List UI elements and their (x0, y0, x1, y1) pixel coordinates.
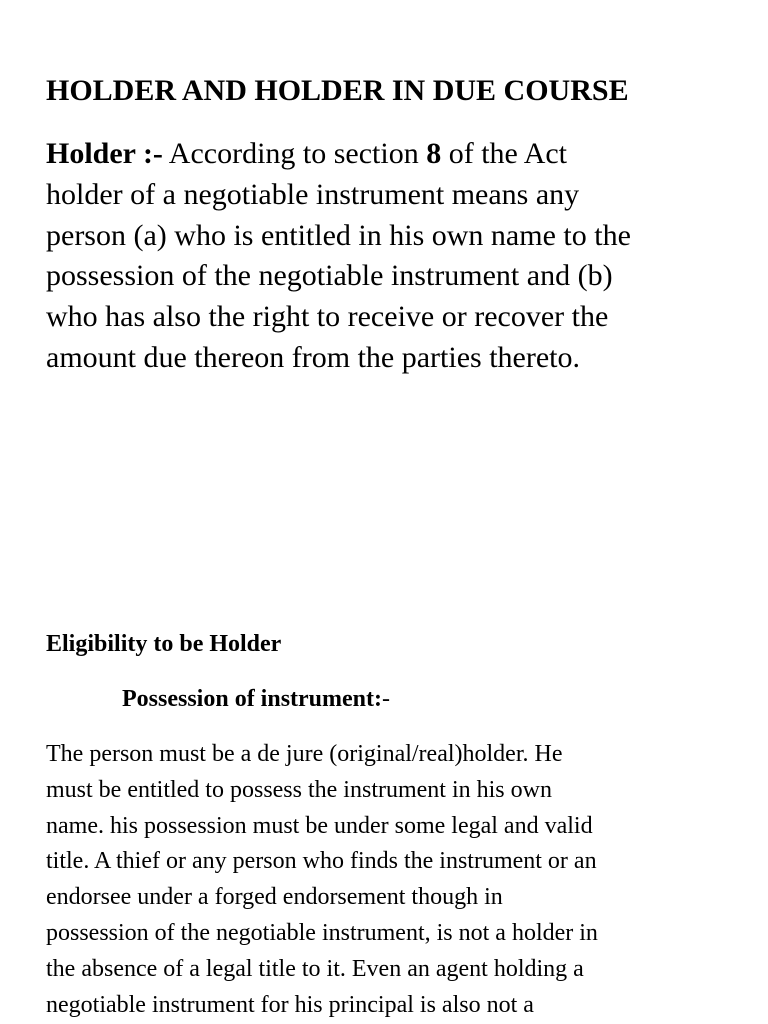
body-text-line: endorsee under a forged endorsement though in (46, 884, 503, 911)
body-text-line: must be entitled to possess the instrument in his own (46, 776, 552, 803)
possession-subheading-suffix: - (382, 686, 391, 712)
possession-subheading-text: Possession of instrument: (122, 686, 383, 712)
body-text-line: title. A thief or any person who finds the instrument or an (46, 848, 597, 875)
holder-definition-line (46, 134, 746, 175)
holder-definition-line: possession of the negotiable instrument and (b) (46, 259, 613, 293)
holder-definition-text: of the Act (441, 137, 568, 170)
section-number: 8 (426, 137, 442, 170)
holder-definition-line: holder of a negotiable instrument means any (46, 177, 580, 211)
body-text-line: name. his possession must be under some legal and valid (46, 812, 593, 839)
body-text-line: possession of the negotiable instrument, is not a holder in (46, 919, 598, 946)
holder-definition-line: who has also the right to receive or recover the (46, 300, 609, 334)
body-text-line: negotiable instrument for his principal is also not a (46, 991, 534, 1018)
holder-definition-paragraph (46, 134, 746, 379)
holder-definition-line: amount due thereon from the parties thereto. (46, 340, 580, 374)
body-text-line: The person must be a de jure (original/real)holder. He (46, 741, 563, 767)
eligibility-heading: Eligibility to be Holder (46, 631, 282, 657)
holder-term: Holder :- (46, 137, 163, 170)
holder-definition-text: According to section (162, 137, 427, 170)
body-text-line: the absence of a legal title to it. Even an agent holding a (46, 955, 584, 982)
possession-subheading (122, 683, 390, 715)
eligibility-body-paragraph (46, 737, 756, 1023)
document-title: HOLDER AND HOLDER IN DUE COURSE (46, 74, 629, 107)
holder-definition-line: person (a) who is entitled in his own name to the (46, 218, 631, 252)
